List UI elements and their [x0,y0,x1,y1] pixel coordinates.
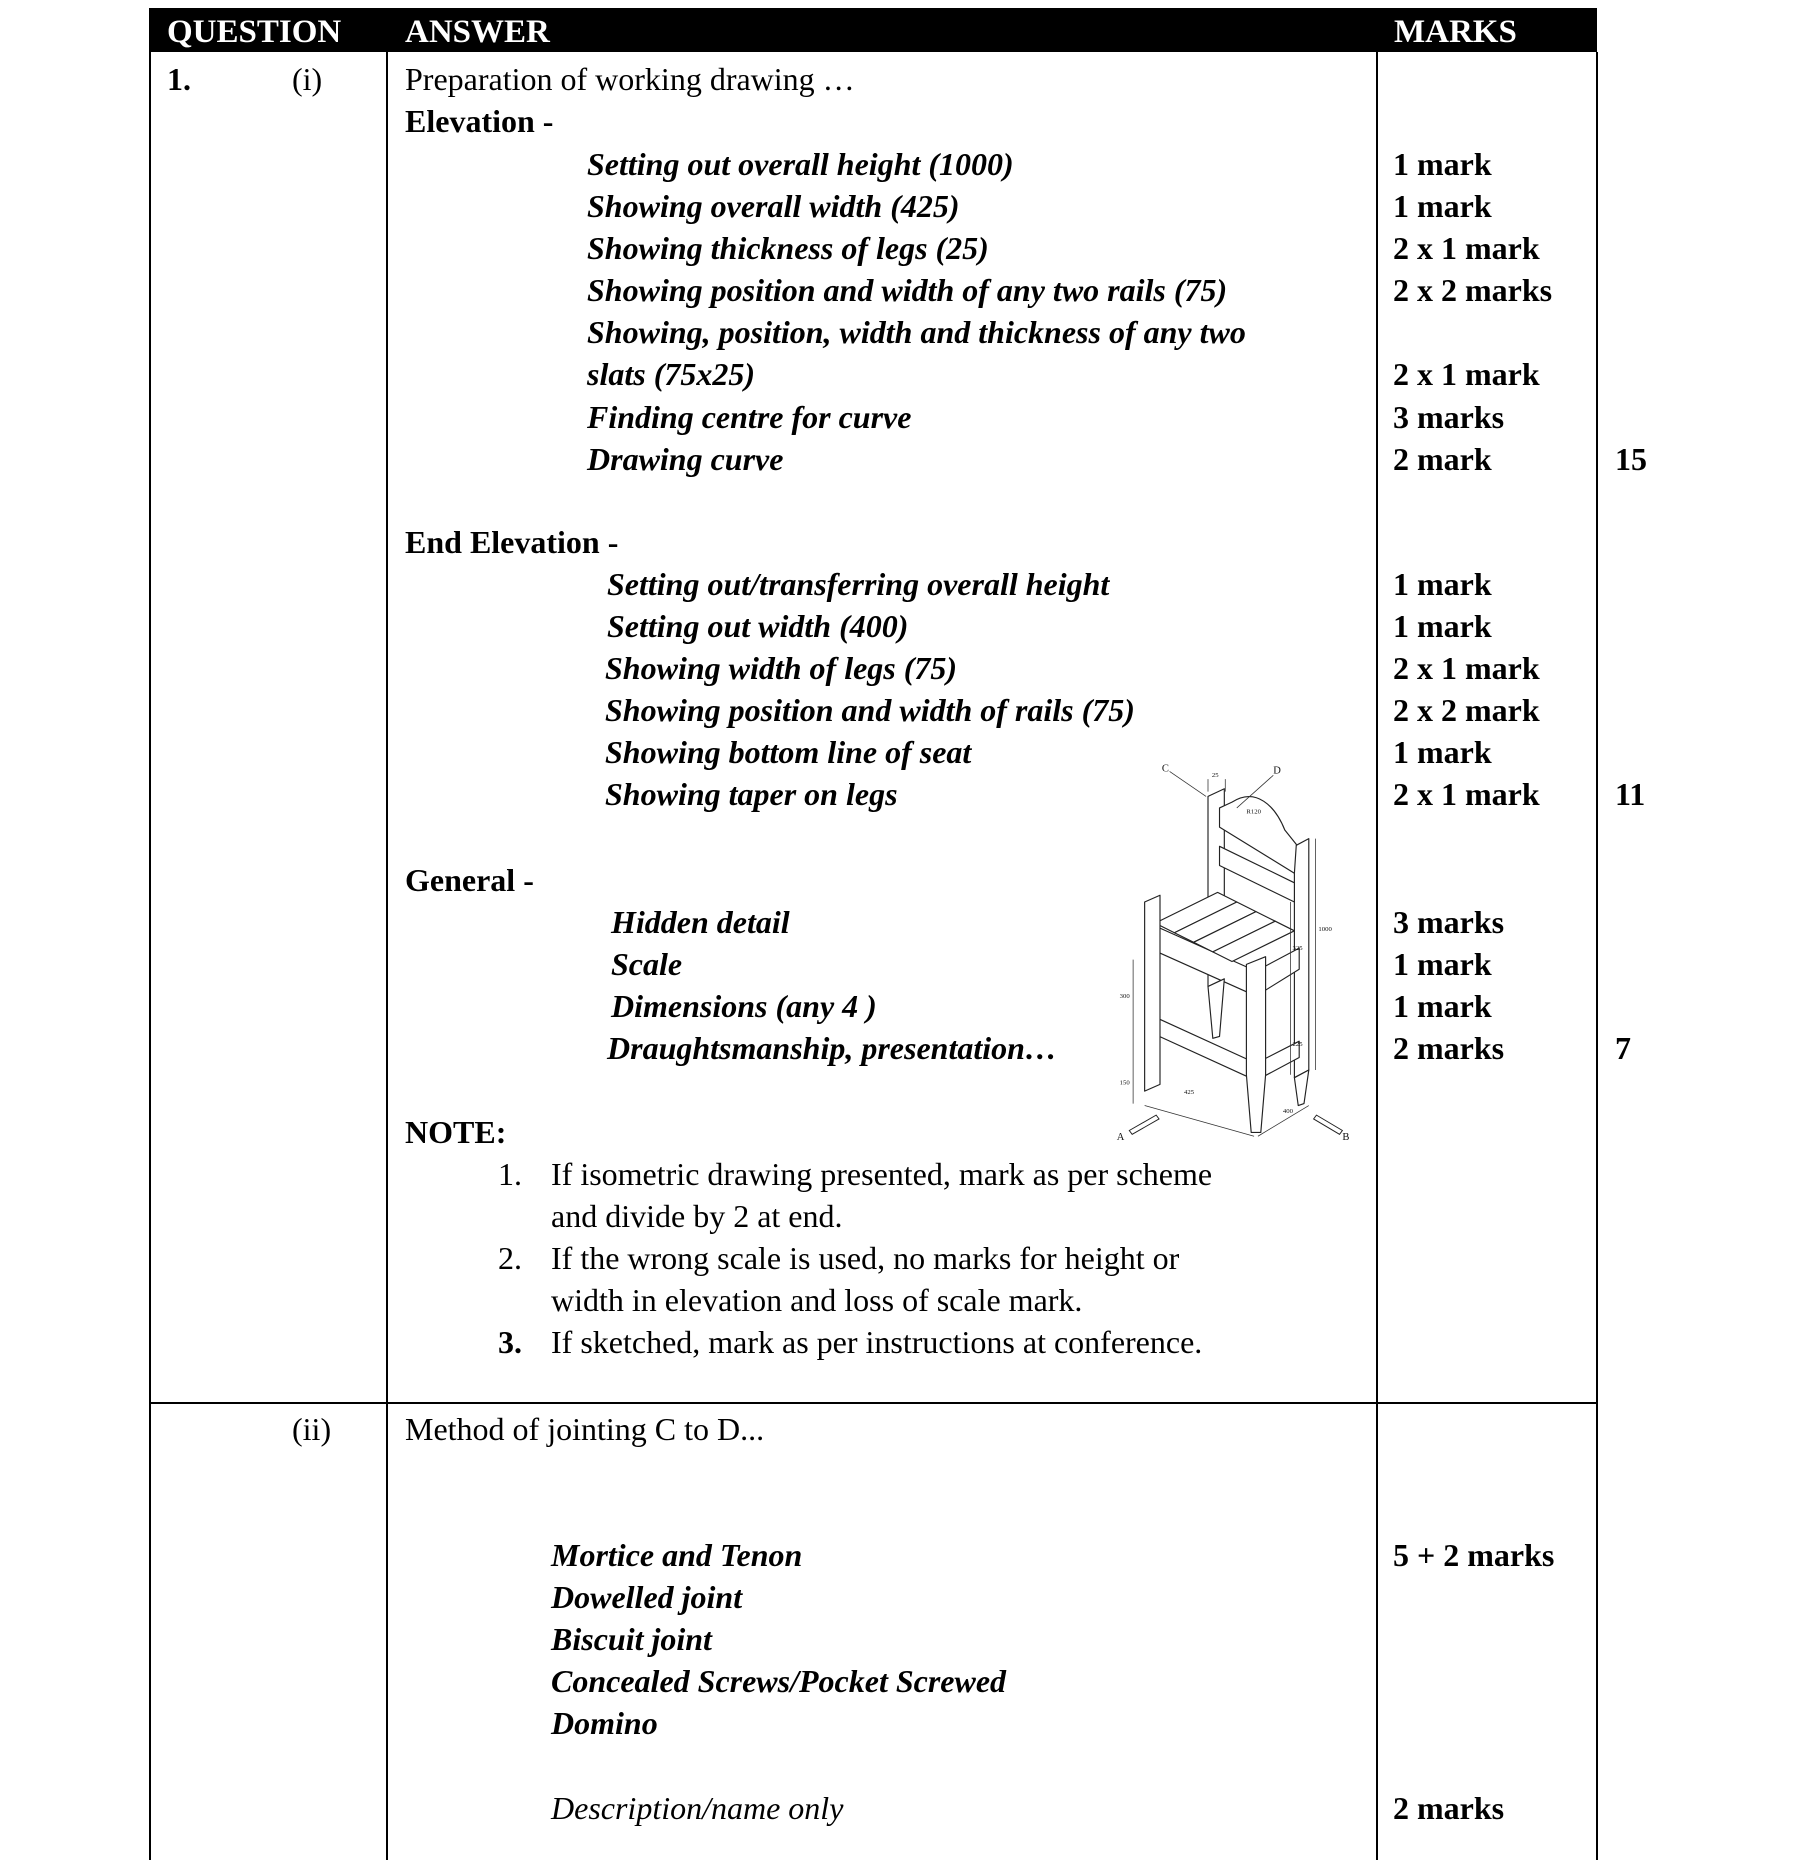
svg-text:400: 400 [1282,1108,1293,1116]
note-number: 1. [498,1156,522,1192]
joint-item: Biscuit joint [551,1621,712,1657]
svg-text:R120: R120 [1246,808,1261,816]
mark-value: 1 mark [1393,566,1492,602]
part-ii-label: (ii) [292,1411,332,1447]
note-text: and divide by 2 at end. [551,1198,843,1234]
mark-value: 1 mark [1393,734,1492,770]
mark-value: 1 mark [1393,946,1492,982]
mark-value: 1 mark [1393,988,1492,1024]
joint-item: Mortice and Tenon [551,1537,803,1573]
column-divider-question-answer [386,52,388,1860]
end-elevation-total: 11 [1615,776,1646,812]
note-text: If isometric drawing presented, mark as per scheme [551,1156,1213,1192]
joint-item: Dowelled joint [551,1579,743,1615]
elevation-item: slats (75x25) [587,356,755,392]
note-number: 2. [498,1240,522,1276]
svg-text:325: 325 [1292,945,1303,952]
mark-value: 1 mark [1393,608,1492,644]
end-elevation-heading: End Elevation - [405,524,619,560]
mark-value: 2 x 2 marks [1393,272,1553,308]
end-elevation-item: Showing taper on legs [605,776,898,812]
elevation-item: Showing overall width (425) [587,188,960,224]
svg-text:225: 225 [1292,1041,1303,1048]
mark-value: 2 x 1 mark [1393,356,1540,392]
elevation-heading: Elevation - [405,103,554,139]
mark-value: 1 mark [1393,146,1492,182]
table-left-border [149,52,151,1860]
elevation-item: Setting out overall height (1000) [587,146,1014,182]
mark-value: 3 marks [1393,399,1505,435]
header-marks: MARKS [1394,14,1517,50]
end-elevation-item: Setting out width (400) [607,608,909,644]
mark-value: 2 x 1 mark [1393,776,1540,812]
general-total: 7 [1615,1030,1631,1066]
mark-value: 2 mark [1393,441,1492,477]
note-heading: NOTE: [405,1114,507,1150]
joint-item: Concealed Screws/Pocket Screwed [551,1663,1007,1699]
elevation-total: 15 [1615,441,1647,477]
column-divider-answer-marks [1376,52,1378,1860]
figure-label-b: B [1342,1132,1350,1144]
question-number: 1. [167,61,191,97]
mark-value: 2 x 2 mark [1393,692,1540,728]
svg-text:300: 300 [1119,993,1130,1000]
note-number: 3. [498,1324,522,1360]
note-text: width in elevation and loss of scale mark. [551,1282,1083,1318]
table-right-border [1596,52,1598,1860]
part-i-label: (i) [292,61,323,97]
general-item: Draughtsmanship, presentation… [607,1030,1057,1066]
elevation-item: Finding centre for curve [587,399,912,435]
elevation-item: Drawing curve [587,441,784,477]
end-elevation-item: Showing bottom line of seat [605,734,972,770]
elevation-item: Showing thickness of legs (25) [587,230,989,266]
part-i-intro: Preparation of working drawing … [405,61,855,97]
joint-item: Domino [551,1705,658,1741]
general-item: Hidden detail [611,904,790,940]
joint-marks: 5 + 2 marks [1393,1537,1555,1573]
mark-value: 2 x 1 mark [1393,230,1540,266]
end-elevation-item: Setting out/transferring overall height [607,566,1110,602]
row-divider [149,1402,1598,1404]
note-text: If sketched, mark as per instructions at conference. [551,1324,1203,1360]
svg-text:150: 150 [1119,1079,1130,1087]
figure-label-a: A [1116,1132,1125,1144]
note-text: If the wrong scale is used, no marks for height or [551,1240,1180,1276]
general-item: Dimensions (any 4 ) [611,988,877,1024]
svg-text:425: 425 [1184,1089,1195,1096]
figure-label-d: D [1273,765,1281,777]
general-item: Scale [611,946,683,982]
header-answer: ANSWER [405,14,550,50]
mark-value: 3 marks [1393,904,1505,940]
general-heading: General - [405,862,534,898]
description-marks: 2 marks [1393,1790,1505,1826]
end-elevation-item: Showing width of legs (75) [605,650,958,686]
end-elevation-item: Showing position and width of rails (75) [605,692,1135,728]
svg-text:25: 25 [1211,772,1219,780]
mark-value: 1 mark [1393,188,1492,224]
elevation-item: Showing, position, width and thickness of any two [587,314,1246,350]
elevation-item: Showing position and width of any two rails (75) [587,272,1228,308]
table-header [149,8,1597,52]
figure-label-c: C [1161,763,1169,775]
part-ii-intro: Method of jointing C to D... [405,1411,765,1447]
chair-isometric-drawing [1112,752,1352,1148]
mark-value: 2 marks [1393,1030,1505,1066]
mark-value: 2 x 1 mark [1393,650,1540,686]
svg-text:1000: 1000 [1318,925,1332,933]
header-question: QUESTION [167,14,342,50]
description-note: Description/name only [551,1790,844,1826]
